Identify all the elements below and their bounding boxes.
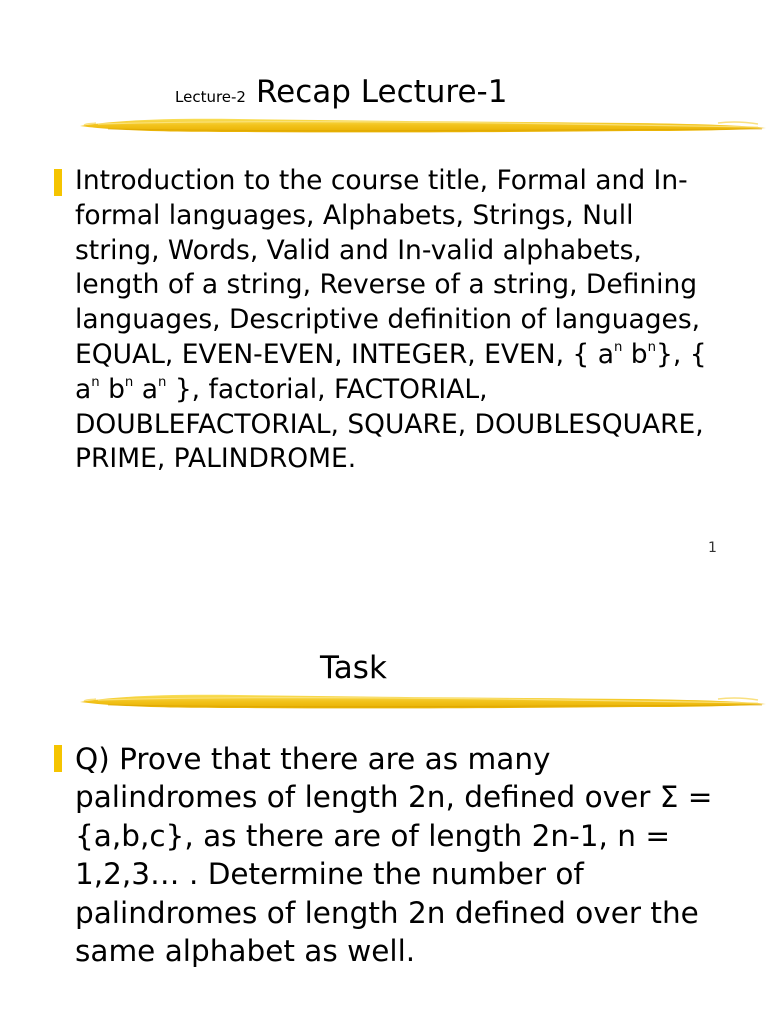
- bullet-marker: [54, 745, 62, 772]
- page-number: 1: [708, 540, 717, 556]
- bullet-marker: [54, 169, 62, 196]
- brush-underline: [78, 112, 768, 138]
- slide-title-row: [175, 74, 507, 110]
- bullet-text: Introduction to the course title, Formal and In-formal languages, Alphabets, Strings, Null string, Words, Valid and In-valid alphabets, length of a string, Reverse of a string, Defining languages, Descriptive definition of languages, EQUAL, EVEN-EVEN, INTEGER, EVEN, { $a^n$ $b^n$}, { $a^n$ $b^n$ $a^n$ }, factorial, FACTORIAL, DOUBLEFACTORIAL, SQUARE, DOUBLESQUARE, PRIME, PALINDROME.: [75, 165, 707, 475]
- slide-title: Task: [320, 650, 387, 686]
- slide-task: [0, 580, 768, 1024]
- bullet-text: Q) Prove that there are as many palindromes of length 2n, defined over Σ = {a,b,c}, as there are of length 2n-1, n = 1,2,3… . Determine the number of palindromes of length 2n defined over the same alphabet as well.: [75, 742, 713, 969]
- slide-title: Recap Lecture-1: [255, 74, 508, 110]
- slide-title-row: [320, 650, 387, 686]
- brush-underline: [78, 688, 768, 714]
- lecture-tag: Lecture-2: [175, 88, 246, 106]
